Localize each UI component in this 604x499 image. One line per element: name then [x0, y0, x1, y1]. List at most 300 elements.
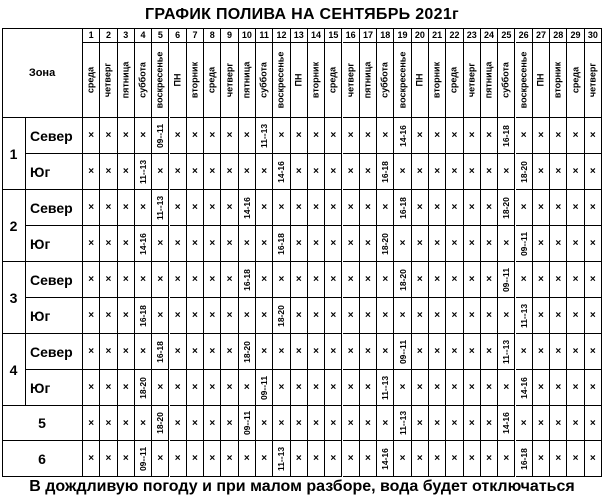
subzone-label: Юг	[26, 226, 83, 262]
day-number: 4	[135, 28, 152, 43]
no-watering-mark: ×	[187, 262, 204, 298]
time-slot-label: 11--13	[155, 195, 166, 220]
time-slot	[273, 441, 290, 477]
no-watering-mark: ×	[516, 334, 533, 370]
no-watering-mark: ×	[239, 441, 256, 477]
no-watering-mark: ×	[567, 154, 584, 190]
no-watering-mark: ×	[83, 298, 100, 334]
time-slot-label: 14-16	[241, 196, 252, 219]
no-watering-mark: ×	[118, 226, 135, 262]
day-number: 12	[273, 28, 290, 43]
time-slot	[239, 262, 256, 298]
time-slot-label: 14-16	[276, 160, 287, 183]
no-watering-mark: ×	[429, 190, 446, 226]
time-slot	[273, 154, 290, 190]
no-watering-mark: ×	[429, 226, 446, 262]
no-watering-mark: ×	[273, 370, 290, 406]
no-watering-mark: ×	[464, 441, 481, 477]
no-watering-mark: ×	[446, 298, 463, 334]
no-watering-mark: ×	[464, 190, 481, 226]
no-watering-mark: ×	[256, 334, 273, 370]
no-watering-mark: ×	[412, 262, 429, 298]
no-watering-mark: ×	[100, 298, 117, 334]
no-watering-mark: ×	[343, 262, 360, 298]
no-watering-mark: ×	[118, 406, 135, 441]
no-watering-mark: ×	[135, 262, 152, 298]
time-slot-label: 18-20	[241, 340, 252, 363]
no-watering-mark: ×	[204, 334, 221, 370]
weekday-label: пятница	[483, 61, 494, 99]
no-watering-mark: ×	[481, 154, 498, 190]
no-watering-mark: ×	[412, 370, 429, 406]
no-watering-mark: ×	[308, 441, 325, 477]
time-slot	[256, 118, 273, 154]
no-watering-mark: ×	[481, 262, 498, 298]
no-watering-mark: ×	[83, 334, 100, 370]
weekday-label: среда	[327, 66, 338, 94]
weekday-label: суббота	[500, 62, 511, 98]
no-watering-mark: ×	[187, 226, 204, 262]
weekday-label: ПН	[293, 73, 304, 87]
no-watering-mark: ×	[360, 262, 377, 298]
no-watering-mark: ×	[412, 298, 429, 334]
no-watering-mark: ×	[135, 190, 152, 226]
no-watering-mark: ×	[377, 118, 394, 154]
weekday-label: среда	[570, 66, 581, 94]
time-slot	[394, 118, 411, 154]
time-slot	[516, 370, 533, 406]
no-watering-mark: ×	[550, 406, 567, 441]
time-slot	[498, 190, 515, 226]
no-watering-mark: ×	[83, 370, 100, 406]
no-watering-mark: ×	[308, 154, 325, 190]
no-watering-mark: ×	[308, 298, 325, 334]
no-watering-mark: ×	[273, 262, 290, 298]
no-watering-mark: ×	[550, 226, 567, 262]
no-watering-mark: ×	[83, 118, 100, 154]
no-watering-mark: ×	[118, 262, 135, 298]
time-slot-label: 09--11	[518, 231, 529, 256]
no-watering-mark: ×	[221, 406, 238, 441]
time-slot	[377, 154, 394, 190]
no-watering-mark: ×	[204, 226, 221, 262]
no-watering-mark: ×	[256, 154, 273, 190]
no-watering-mark: ×	[481, 370, 498, 406]
day-number: 10	[239, 28, 256, 43]
no-watering-mark: ×	[533, 370, 550, 406]
no-watering-mark: ×	[429, 406, 446, 441]
subzone-label: Север	[26, 190, 83, 226]
no-watering-mark: ×	[187, 154, 204, 190]
time-slot-label: 16-18	[518, 447, 529, 470]
no-watering-mark: ×	[291, 190, 308, 226]
time-slot-label: 11--13	[397, 410, 408, 436]
no-watering-mark: ×	[550, 334, 567, 370]
weekday-label: вторник	[189, 61, 200, 99]
no-watering-mark: ×	[152, 370, 169, 406]
no-watering-mark: ×	[291, 118, 308, 154]
no-watering-mark: ×	[412, 190, 429, 226]
weekday-label: четверг	[466, 62, 477, 98]
weekday-header	[464, 43, 481, 118]
no-watering-mark: ×	[221, 334, 238, 370]
time-slot	[394, 262, 411, 298]
no-watering-mark: ×	[585, 406, 602, 441]
no-watering-mark: ×	[516, 406, 533, 441]
no-watering-mark: ×	[567, 190, 584, 226]
time-slot-label: 16-18	[501, 124, 512, 147]
no-watering-mark: ×	[187, 406, 204, 441]
time-slot	[135, 154, 152, 190]
weekday-header	[221, 43, 238, 118]
no-watering-mark: ×	[464, 298, 481, 334]
no-watering-mark: ×	[516, 118, 533, 154]
time-slot	[498, 334, 515, 370]
time-slot	[377, 370, 394, 406]
time-slot-label: 18-20	[518, 160, 529, 183]
no-watering-mark: ×	[550, 262, 567, 298]
time-slot-label: 11--13	[276, 446, 287, 471]
weekday-header	[291, 43, 308, 118]
no-watering-mark: ×	[412, 406, 429, 441]
weekday-header	[585, 43, 602, 118]
weekday-header	[550, 43, 567, 118]
no-watering-mark: ×	[360, 298, 377, 334]
no-watering-mark: ×	[533, 441, 550, 477]
no-watering-mark: ×	[567, 118, 584, 154]
no-watering-mark: ×	[291, 334, 308, 370]
weekday-header	[308, 43, 325, 118]
no-watering-mark: ×	[377, 334, 394, 370]
time-slot-label: 11--13	[518, 303, 529, 328]
day-number: 6	[170, 28, 187, 43]
no-watering-mark: ×	[567, 406, 584, 441]
no-watering-mark: ×	[533, 298, 550, 334]
weekday-label: ПН	[172, 73, 183, 87]
no-watering-mark: ×	[498, 441, 515, 477]
time-slot-label: 16-18	[397, 196, 408, 219]
no-watering-mark: ×	[464, 406, 481, 441]
no-watering-mark: ×	[567, 441, 584, 477]
no-watering-mark: ×	[567, 226, 584, 262]
subzone-label: Юг	[26, 370, 83, 406]
day-number: 25	[498, 28, 515, 43]
no-watering-mark: ×	[291, 226, 308, 262]
weekday-label: четверг	[224, 62, 235, 98]
no-watering-mark: ×	[585, 298, 602, 334]
no-watering-mark: ×	[291, 441, 308, 477]
weekday-header	[481, 43, 498, 118]
no-watering-mark: ×	[118, 334, 135, 370]
no-watering-mark: ×	[308, 370, 325, 406]
no-watering-mark: ×	[170, 226, 187, 262]
no-watering-mark: ×	[550, 154, 567, 190]
no-watering-mark: ×	[533, 334, 550, 370]
no-watering-mark: ×	[429, 298, 446, 334]
time-slot-label: 16-18	[379, 160, 390, 183]
no-watering-mark: ×	[360, 118, 377, 154]
no-watering-mark: ×	[256, 406, 273, 441]
no-watering-mark: ×	[481, 190, 498, 226]
no-watering-mark: ×	[135, 334, 152, 370]
time-slot-label: 11--13	[501, 339, 512, 364]
no-watering-mark: ×	[550, 118, 567, 154]
no-watering-mark: ×	[170, 334, 187, 370]
time-slot	[152, 334, 169, 370]
time-slot	[377, 441, 394, 477]
no-watering-mark: ×	[481, 226, 498, 262]
no-watering-mark: ×	[204, 118, 221, 154]
time-slot-label: 18-20	[276, 304, 287, 327]
no-watering-mark: ×	[377, 406, 394, 441]
no-watering-mark: ×	[481, 298, 498, 334]
zone-number: 5	[2, 406, 83, 441]
no-watering-mark: ×	[83, 190, 100, 226]
time-slot	[394, 406, 411, 441]
no-watering-mark: ×	[187, 298, 204, 334]
no-watering-mark: ×	[239, 298, 256, 334]
weekday-header	[516, 43, 533, 118]
no-watering-mark: ×	[83, 262, 100, 298]
no-watering-mark: ×	[412, 334, 429, 370]
weekday-label: четверг	[102, 62, 113, 98]
no-watering-mark: ×	[325, 154, 342, 190]
no-watering-mark: ×	[516, 190, 533, 226]
no-watering-mark: ×	[446, 154, 463, 190]
weekday-header	[273, 43, 290, 118]
no-watering-mark: ×	[100, 226, 117, 262]
time-slot-label: 09--11	[397, 339, 408, 364]
no-watering-mark: ×	[273, 190, 290, 226]
time-slot	[135, 298, 152, 334]
no-watering-mark: ×	[360, 441, 377, 477]
no-watering-mark: ×	[325, 298, 342, 334]
no-watering-mark: ×	[533, 226, 550, 262]
no-watering-mark: ×	[83, 441, 100, 477]
no-watering-mark: ×	[325, 226, 342, 262]
no-watering-mark: ×	[585, 262, 602, 298]
no-watering-mark: ×	[308, 190, 325, 226]
weekday-label: суббота	[258, 62, 269, 98]
time-slot	[516, 298, 533, 334]
weekday-label: воскресенье	[397, 51, 408, 109]
time-slot-label: 09--11	[258, 375, 269, 400]
no-watering-mark: ×	[464, 226, 481, 262]
no-watering-mark: ×	[360, 334, 377, 370]
weekday-header	[152, 43, 169, 118]
no-watering-mark: ×	[429, 262, 446, 298]
time-slot-label: 14-16	[501, 412, 512, 434]
no-watering-mark: ×	[256, 190, 273, 226]
weekday-label: среда	[85, 66, 96, 94]
page-title: ГРАФИК ПОЛИВА НА СЕНТЯБРЬ 2021г	[145, 6, 459, 23]
no-watering-mark: ×	[377, 262, 394, 298]
no-watering-mark: ×	[118, 441, 135, 477]
no-watering-mark: ×	[498, 226, 515, 262]
day-number: 21	[429, 28, 446, 43]
subzone-label: Север	[26, 118, 83, 154]
time-slot	[152, 406, 169, 441]
time-slot-label: 11--13	[258, 123, 269, 148]
weekday-label: четверг	[345, 62, 356, 98]
no-watering-mark: ×	[291, 262, 308, 298]
no-watering-mark: ×	[256, 226, 273, 262]
no-watering-mark: ×	[585, 226, 602, 262]
weekday-label: среда	[206, 66, 217, 94]
time-slot	[498, 262, 515, 298]
no-watering-mark: ×	[221, 298, 238, 334]
weekday-header	[187, 43, 204, 118]
day-number: 15	[325, 28, 342, 43]
no-watering-mark: ×	[187, 190, 204, 226]
no-watering-mark: ×	[187, 441, 204, 477]
no-watering-mark: ×	[291, 370, 308, 406]
no-watering-mark: ×	[446, 118, 463, 154]
time-slot-label: 16-18	[276, 232, 287, 255]
no-watering-mark: ×	[187, 334, 204, 370]
no-watering-mark: ×	[464, 118, 481, 154]
day-number: 27	[533, 28, 550, 43]
weekday-header	[256, 43, 273, 118]
time-slot	[516, 226, 533, 262]
time-slot-label: 16-18	[241, 268, 252, 291]
no-watering-mark: ×	[585, 441, 602, 477]
no-watering-mark: ×	[412, 154, 429, 190]
day-number: 7	[187, 28, 204, 43]
no-watering-mark: ×	[325, 334, 342, 370]
no-watering-mark: ×	[550, 441, 567, 477]
day-number: 17	[360, 28, 377, 43]
time-slot	[135, 226, 152, 262]
no-watering-mark: ×	[360, 154, 377, 190]
no-watering-mark: ×	[446, 441, 463, 477]
weekday-label: вторник	[431, 61, 442, 99]
no-watering-mark: ×	[464, 370, 481, 406]
no-watering-mark: ×	[325, 190, 342, 226]
no-watering-mark: ×	[170, 118, 187, 154]
no-watering-mark: ×	[498, 298, 515, 334]
weekday-header	[394, 43, 411, 118]
no-watering-mark: ×	[464, 334, 481, 370]
no-watering-mark: ×	[152, 441, 169, 477]
no-watering-mark: ×	[100, 406, 117, 441]
no-watering-mark: ×	[394, 298, 411, 334]
no-watering-mark: ×	[481, 118, 498, 154]
weekday-header	[360, 43, 377, 118]
time-slot	[498, 118, 515, 154]
no-watering-mark: ×	[308, 118, 325, 154]
day-number: 20	[412, 28, 429, 43]
time-slot	[239, 406, 256, 441]
time-slot	[239, 190, 256, 226]
weekday-header	[533, 43, 550, 118]
no-watering-mark: ×	[343, 406, 360, 441]
no-watering-mark: ×	[585, 154, 602, 190]
no-watering-mark: ×	[325, 118, 342, 154]
no-watering-mark: ×	[308, 334, 325, 370]
no-watering-mark: ×	[204, 190, 221, 226]
day-number: 19	[394, 28, 411, 43]
weekday-label: среда	[448, 66, 459, 94]
weekday-header	[377, 43, 394, 118]
no-watering-mark: ×	[204, 370, 221, 406]
no-watering-mark: ×	[221, 154, 238, 190]
time-slot	[239, 334, 256, 370]
time-slot	[273, 298, 290, 334]
no-watering-mark: ×	[343, 370, 360, 406]
day-number: 8	[204, 28, 221, 43]
no-watering-mark: ×	[446, 334, 463, 370]
no-watering-mark: ×	[343, 298, 360, 334]
no-watering-mark: ×	[152, 154, 169, 190]
day-number: 23	[464, 28, 481, 43]
no-watering-mark: ×	[412, 118, 429, 154]
weekday-header	[325, 43, 342, 118]
time-slot-label: 18-20	[379, 232, 390, 255]
no-watering-mark: ×	[291, 406, 308, 441]
no-watering-mark: ×	[100, 441, 117, 477]
no-watering-mark: ×	[152, 226, 169, 262]
no-watering-mark: ×	[343, 334, 360, 370]
weekday-label: четверг	[587, 62, 598, 98]
no-watering-mark: ×	[550, 190, 567, 226]
no-watering-mark: ×	[533, 406, 550, 441]
day-number: 24	[481, 28, 498, 43]
weekday-label: пятница	[362, 61, 373, 99]
weekday-label: ПН	[535, 73, 546, 87]
time-slot-label: 16-18	[137, 304, 148, 327]
day-number: 13	[291, 28, 308, 43]
no-watering-mark: ×	[567, 370, 584, 406]
no-watering-mark: ×	[291, 298, 308, 334]
no-watering-mark: ×	[239, 370, 256, 406]
no-watering-mark: ×	[412, 441, 429, 477]
no-watering-mark: ×	[135, 118, 152, 154]
subzone-label: Юг	[26, 154, 83, 190]
no-watering-mark: ×	[394, 226, 411, 262]
no-watering-mark: ×	[446, 262, 463, 298]
day-number: 16	[343, 28, 360, 43]
no-watering-mark: ×	[550, 370, 567, 406]
weekday-header	[204, 43, 221, 118]
no-watering-mark: ×	[325, 441, 342, 477]
day-number: 9	[221, 28, 238, 43]
no-watering-mark: ×	[429, 154, 446, 190]
no-watering-mark: ×	[429, 370, 446, 406]
weekday-header	[446, 43, 463, 118]
no-watering-mark: ×	[256, 298, 273, 334]
weekday-label: ПН	[414, 73, 425, 87]
no-watering-mark: ×	[204, 406, 221, 441]
no-watering-mark: ×	[343, 226, 360, 262]
no-watering-mark: ×	[394, 441, 411, 477]
day-number: 14	[308, 28, 325, 43]
footer-note: В дождливую погоду и при малом разборе, вода будет отключаться	[29, 478, 575, 495]
weekday-label: воскресенье	[154, 51, 165, 109]
no-watering-mark: ×	[533, 262, 550, 298]
time-slot-label: 18-20	[397, 268, 408, 291]
no-watering-mark: ×	[585, 190, 602, 226]
no-watering-mark: ×	[481, 441, 498, 477]
time-slot-label: 09--11	[155, 123, 166, 148]
weekday-label: вторник	[310, 61, 321, 99]
no-watering-mark: ×	[394, 154, 411, 190]
no-watering-mark: ×	[152, 262, 169, 298]
day-number: 26	[516, 28, 533, 43]
weekday-header	[239, 43, 256, 118]
no-watering-mark: ×	[498, 154, 515, 190]
no-watering-mark: ×	[170, 190, 187, 226]
